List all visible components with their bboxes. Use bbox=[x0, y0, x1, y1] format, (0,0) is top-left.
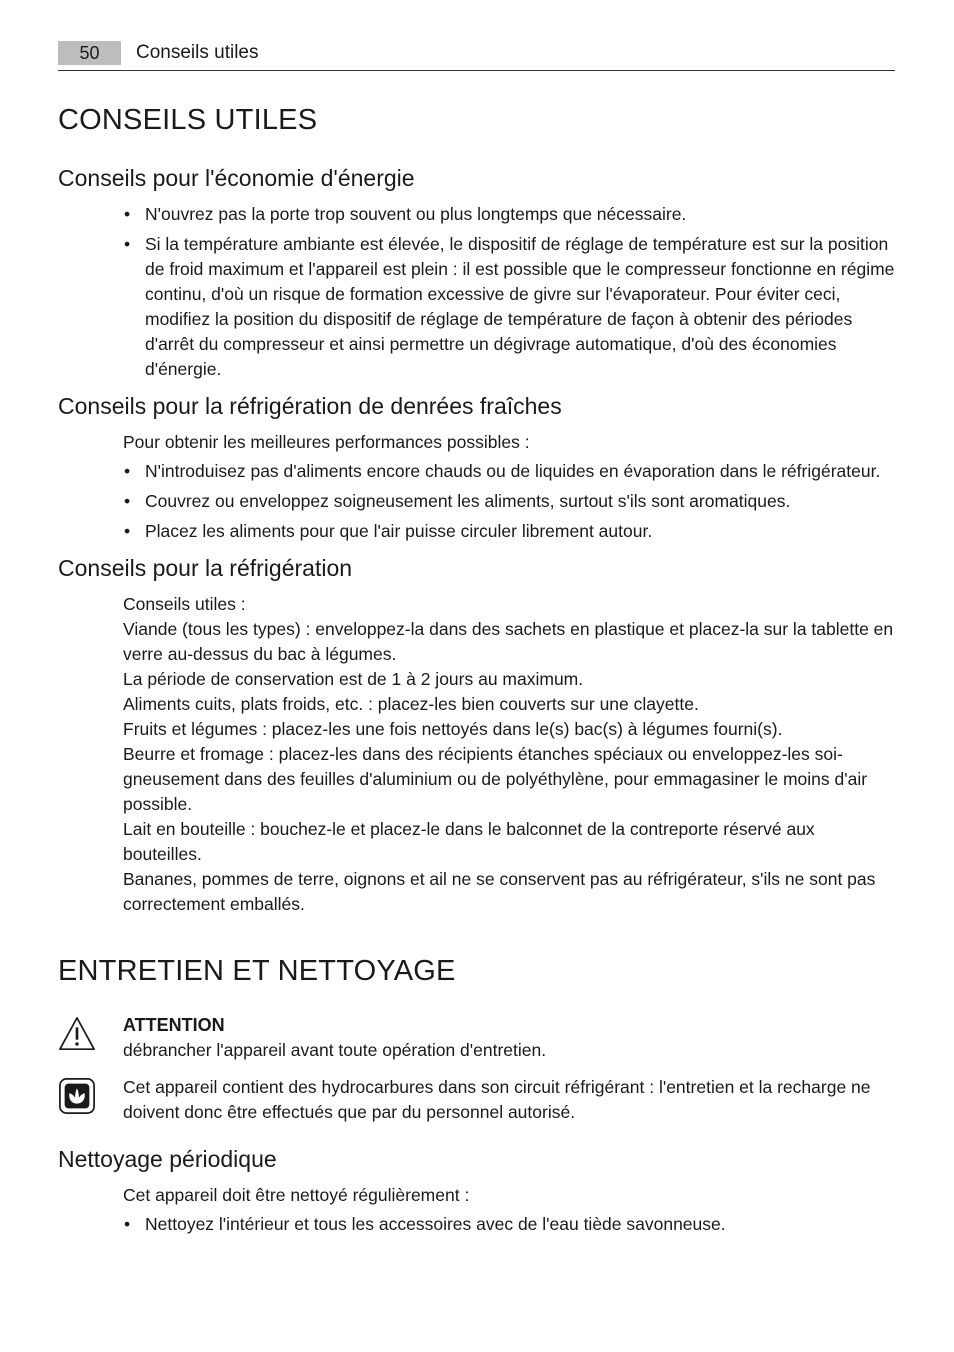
heading-energy-saving: Conseils pour l'économie d'énergie bbox=[58, 165, 415, 191]
refrigeration-text bbox=[58, 592, 898, 917]
info-text: Cet appareil contient des hydrocarbures dans son circuit réfrigérant : l'entretien et la recharge ne doivent donc être effectués que par du personnel autorisé. bbox=[123, 1077, 871, 1122]
section-title-entretien: ENTRETIEN ET NETTOYAGE bbox=[58, 955, 456, 987]
list-item: • Nettoyez l'intérieur et tous les accessoires avec de l'eau tiède savonneuse. bbox=[58, 1212, 898, 1237]
bullet-dot: • bbox=[124, 461, 131, 481]
warning-triangle-icon bbox=[58, 1015, 96, 1053]
list-item: • Couvrez ou enveloppez soigneusement les aliments, surtout s'ils sont aromatiques. bbox=[58, 489, 898, 514]
page-number: 50 bbox=[58, 41, 121, 65]
warning-label: ATTENTION bbox=[123, 1015, 225, 1035]
text-line: Lait en bouteille : bouchez-le et placez-le dans le balconnet de la contreporte réservé aux bouteilles. bbox=[123, 819, 815, 864]
page-content bbox=[58, 100, 898, 1245]
bullet-dot: • bbox=[124, 521, 131, 541]
list-item: • Si la température ambiante est élevée, le dispositif de réglage de température est sur la position de froid maximum et l'appareil est plein : il est possible que le compresseur fonctionne en régime continu, d'où un risque de formation excessive de givre sur l'évaporateur. Pour éviter ceci, modifiez la position du dispositif de réglage de température de façon à obtenir des périodes d'arrêt du compresseur et ainsi permettre un dégivrage automatique, d'où des économies d'énergie. bbox=[124, 234, 895, 379]
heading-fresh-food: Conseils pour la réfrigération de denrées fraîches bbox=[58, 393, 562, 419]
text-line: Bananes, pommes de terre, oignons et ail ne se conservent pas au réfrigérateur, s'ils ne sont pas correctement emballés. bbox=[123, 869, 876, 914]
section-title-conseils-utiles: CONSEILS UTILES bbox=[58, 104, 318, 136]
environment-info-icon bbox=[58, 1077, 96, 1115]
list-item: • Placez les aliments pour que l'air puisse circuler librement autour. bbox=[58, 519, 898, 544]
bullet-dot: • bbox=[124, 234, 131, 254]
list-item: • N'ouvrez pas la porte trop souvent ou plus longtemps que nécessaire. bbox=[58, 202, 898, 227]
text-line: Conseils utiles : bbox=[123, 594, 246, 614]
warning-note bbox=[58, 1013, 898, 1063]
info-note bbox=[58, 1075, 898, 1125]
fresh-bullet-list bbox=[58, 459, 898, 544]
heading-refrigeration: Conseils pour la réfrigération bbox=[58, 555, 353, 581]
bullet-dot: • bbox=[124, 204, 131, 224]
text-line: Viande (tous les types) : enveloppez-la dans des sachets en plastique et placez-la sur la tablette en verre au-dessus du bac à légumes. bbox=[123, 619, 894, 664]
list-item: • N'introduisez pas d'aliments encore chauds ou de liquides en évaporation dans le réfrigérateur. bbox=[58, 459, 898, 484]
header-title: Conseils utiles bbox=[136, 42, 259, 63]
bullet-dot: • bbox=[124, 1214, 131, 1234]
warning-text: débrancher l'appareil avant toute opération d'entretien. bbox=[123, 1040, 547, 1060]
cleaning-bullet-list bbox=[58, 1212, 898, 1237]
cleaning-intro: Cet appareil doit être nettoyé régulièrement : bbox=[123, 1185, 470, 1205]
text-line: Aliments cuits, plats froids, etc. : placez-les bien couverts sur une clayette. bbox=[123, 694, 699, 714]
bullet-dot: • bbox=[124, 491, 131, 511]
text-line: La période de conservation est de 1 à 2 jours au maximum. bbox=[123, 669, 584, 689]
energy-bullet-list bbox=[58, 202, 898, 382]
page-header bbox=[58, 40, 895, 71]
fresh-intro: Pour obtenir les meilleures performances possibles : bbox=[123, 432, 530, 452]
text-line: Fruits et légumes : placez-les une fois nettoyés dans le(s) bac(s) à légumes fourni(s). bbox=[123, 719, 783, 739]
heading-periodic-cleaning: Nettoyage périodique bbox=[58, 1146, 277, 1172]
text-line: Beurre et fromage : placez-les dans des récipients étanches spéciaux ou enveloppez-les soigneusement dans des feuilles d'aluminium ou de polyéthylène, pour emmagasiner le moins d'air possible. bbox=[123, 744, 868, 814]
